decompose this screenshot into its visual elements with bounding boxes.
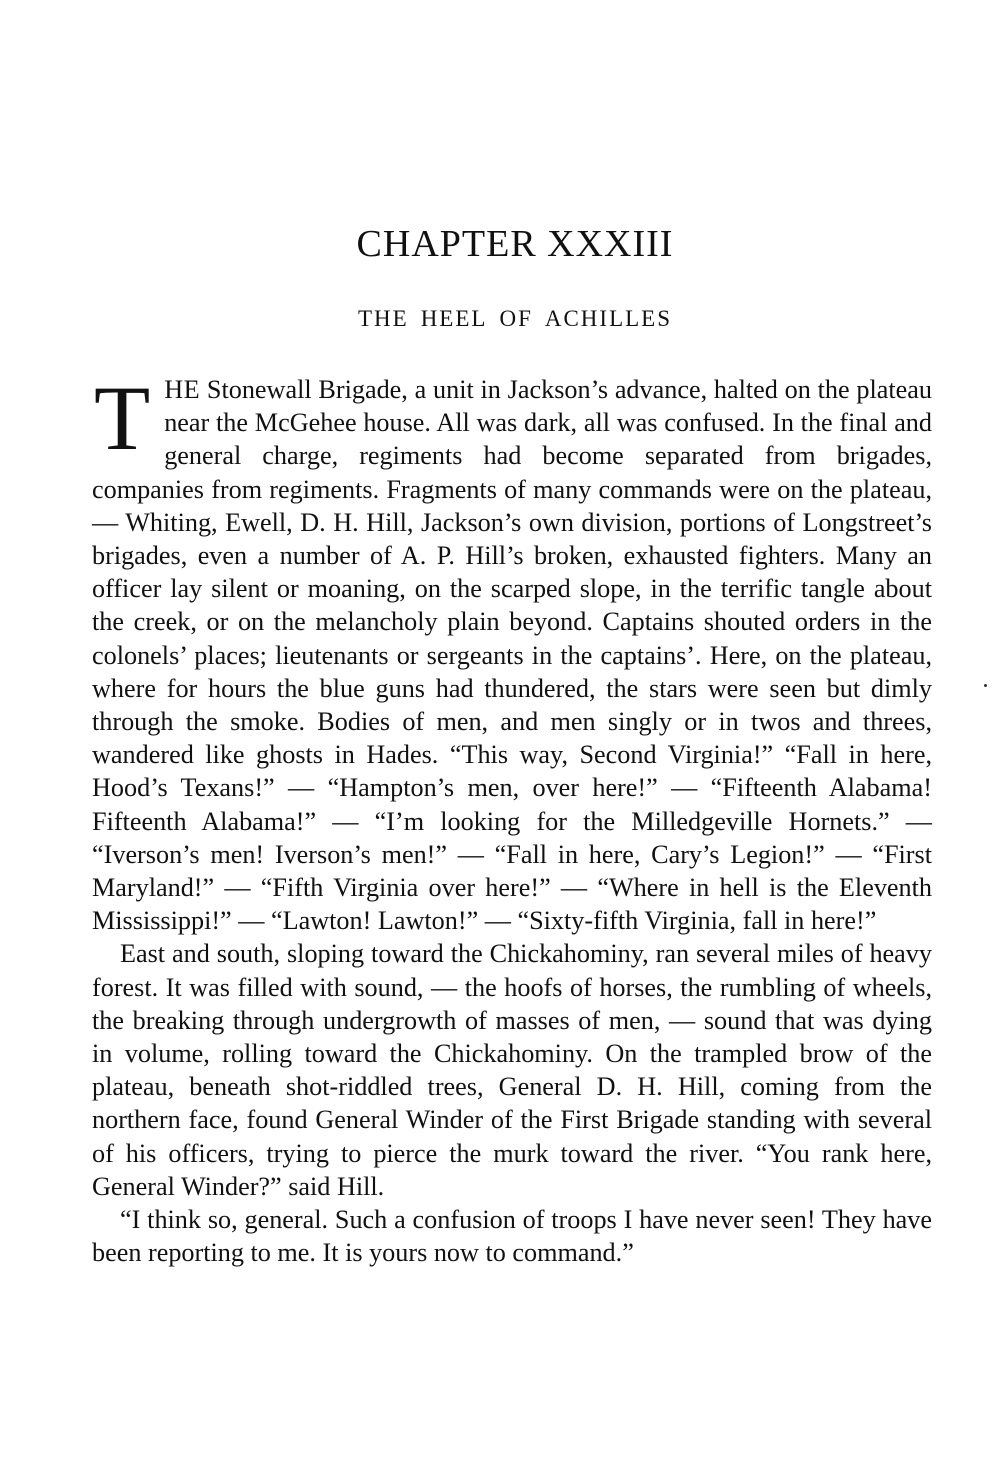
paragraph-text: Stonewall Brigade, a unit in Jackson’s advance, halted on the plateau near the McGehee house. All was dark, all was confused. In the final and general charge, regiments had become separated from brigades, companies from regiments. Fragments of many commands were on the plateau, — Whiting, Ewell, D. H. Hill, Jackson’s own division, portions of Longstreet’s brigades, even a number of A. P. Hill’s broken, exhausted fighters. Many an officer lay silent or moaning, on the scarped slope, in the terrific tangle about the creek, or on the melancholy plain beyond. Captains shouted orders in the colonels’ places; lieutenants or sergeants in the captains’. Here, on the plateau, where for hours the blue guns had thundered, the stars were seen but dimly through the smoke. Bodies of men, and men singly or in twos and threes, wandered like ghosts in Hades. “This way, Second Virginia!” “Fall in here, Hood’s Texans!” — “Hampton’s men, over here!” — “Fifteenth Alabama! Fifteenth Alabama!” — “I’m looking for the Milledgeville Hornets.” — “Iverson’s men! Iverson’s men!” — “Fall in here, Cary’s Legion!” — “First Maryland!” — “Fifth Virginia over here!” — “Where in hell is the Eleventh Mississippi!” — “Lawton! Lawton!” — “Sixty-fifth Virginia, fall in here!” xyxy=(92,375,932,936)
chapter-heading: CHAPTER XXXIII xyxy=(356,223,674,265)
paragraph: “I think so, general. Such a confusion of troops I have never seen! They have been reporting to me. It is yours now to command.” xyxy=(92,1205,932,1268)
paragraph: East and south, sloping toward the Chickahominy, ran several miles of heavy forest. It was filled with sound, — the hoofs of horses, the rumbling of wheels, the breaking through undergrowth of masses of men, — sound that was dying in volume, rolling toward the Chickahominy. On the trampled brow of the plateau, beneath shot-riddled trees, General D. H. Hill, coming from the northern face, found General Winder of the First Brigade standing with several of his officers, trying to pierce the murk toward the river. “You rank here, General Winder?” said Hill. xyxy=(92,939,932,1201)
chapter-title xyxy=(0,306,1000,332)
opening-small-caps: HE xyxy=(164,375,201,404)
chapter-title-word: OF xyxy=(499,306,533,331)
paragraph-opening xyxy=(92,367,932,937)
body-text xyxy=(92,367,932,1269)
margin-speck xyxy=(984,684,987,687)
chapter-title-word: THE xyxy=(357,306,409,331)
drop-cap: T xyxy=(94,367,151,469)
chapter-title-word: ACHILLES xyxy=(544,306,673,331)
chapter-title-word: HEEL xyxy=(420,306,488,331)
